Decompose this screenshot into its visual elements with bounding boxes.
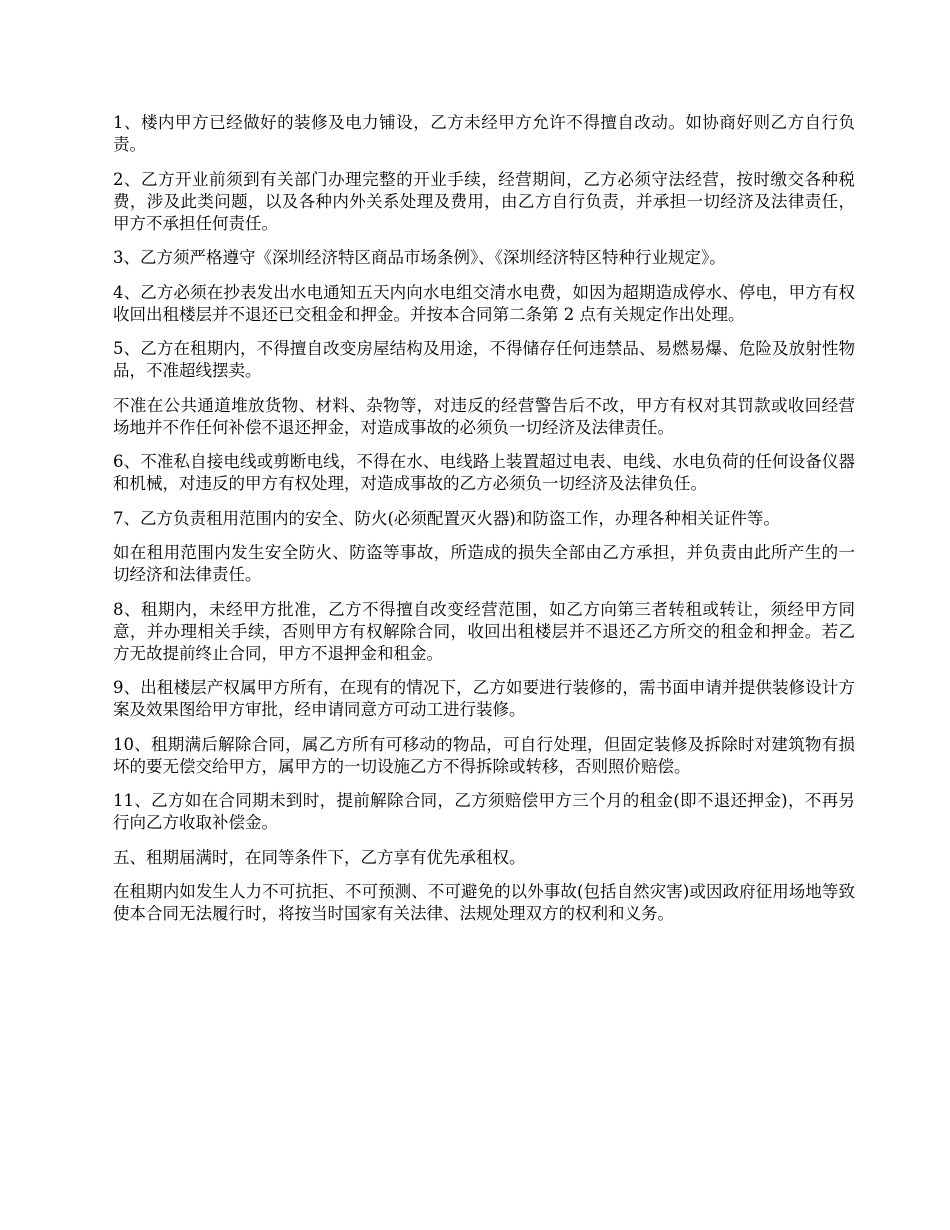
clause-10: 10、租期满后解除合同，属乙方所有可移动的物品，可自行处理，但固定装修及拆除时对建筑物有损坏的要无偿交给甲方，属甲方的一切设施乙方不得拆除或转移，否则照价赔偿。 bbox=[113, 734, 855, 776]
clause-8: 8、租期内，未经甲方批准，乙方不得擅自改变经营范围，如乙方向第三者转租或转让，须经甲方同意，并办理相关手续，否则甲方有权解除合同，收回出租楼层并不退还乙方所交的租金和押金。若乙方无故提前终止合同，甲方不退押金和租金。 bbox=[113, 599, 855, 663]
clause-6: 6、不准私自接电线或剪断电线，不得在水、电线路上装置超过电表、电线、水电负荷的任何设备仪器和机械，对违反的甲方有权处理，对造成事故的乙方必须负一切经济及法律负任。 bbox=[113, 452, 855, 493]
force-majeure-paragraph: 在租期内如发生人力不可抗拒、不可预测、不可避免的以外事故(包括自然灾害)或因政府征用场地等致使本合同无法履行时，将按当时国家有关法律、法规处理双方的权利和义务。 bbox=[113, 882, 855, 923]
clause-9: 9、出租楼层产权属甲方所有，在现有的情况下，乙方如要进行装修的，需书面申请并提供装修设计方案及效果图给甲方审批，经申请同意方可动工进行装修。 bbox=[113, 678, 855, 719]
clause-1: 1、楼内甲方已经做好的装修及电力铺设，乙方未经甲方允许不得擅自改动。如协商好则乙方自行负责。 bbox=[113, 113, 855, 154]
section-five: 五、租期届满时，在同等条件下，乙方享有优先承租权。 bbox=[113, 847, 526, 867]
clause-7: 7、乙方负责租用范围内的安全、防火(必须配置灭火器)和防盗工作，办理各种相关证件等。 bbox=[113, 508, 780, 528]
clause-11: 11、乙方如在合同期未到时，提前解除合同，乙方须赔偿甲方三个月的租金(即不退还押金)，不再另行向乙方收取补偿金。 bbox=[113, 791, 855, 832]
clause-7-continued: 如在租用范围内发生安全防火、防盗等事故，所造成的损失全部由乙方承担，并负责由此所产生的一切经济和法律责任。 bbox=[113, 543, 855, 584]
clause-4: 4、乙方必须在抄表发出水电通知五天内向水电组交清水电费，如因为超期造成停水、停电，甲方有权收回出租楼层并不退还已交租金和押金。并按本合同第二条第 2 点有关规定作出处理。 bbox=[113, 282, 855, 324]
clause-5-continued: 不准在公共通道堆放货物、材料、杂物等，对违反的经营警告后不改，甲方有权对其罚款或收回经营场地并不作任何补偿不退还押金，对造成事故的必须负一切经济及法律责任。 bbox=[113, 395, 855, 437]
clause-5: 5、乙方在租期内，不得擅自改变房屋结构及用途，不得储存任何违禁品、易燃易爆、危险及放射性物品，不准超线摆卖。 bbox=[113, 339, 855, 380]
document-body bbox=[113, 112, 855, 938]
clause-2: 2、乙方开业前须到有关部门办理完整的开业手续，经营期间，乙方必须守法经营，按时缴交各种税费，涉及此类问题，以及各种内外关系处理及费用，由乙方自行负责，并承担一切经济及法律责任，甲方不承担任何责任。 bbox=[113, 169, 855, 233]
clause-3: 3、乙方须严格遵守《深圳经济特区商品市场条例》、《深圳经济特区特种行业规定》。 bbox=[113, 248, 726, 267]
